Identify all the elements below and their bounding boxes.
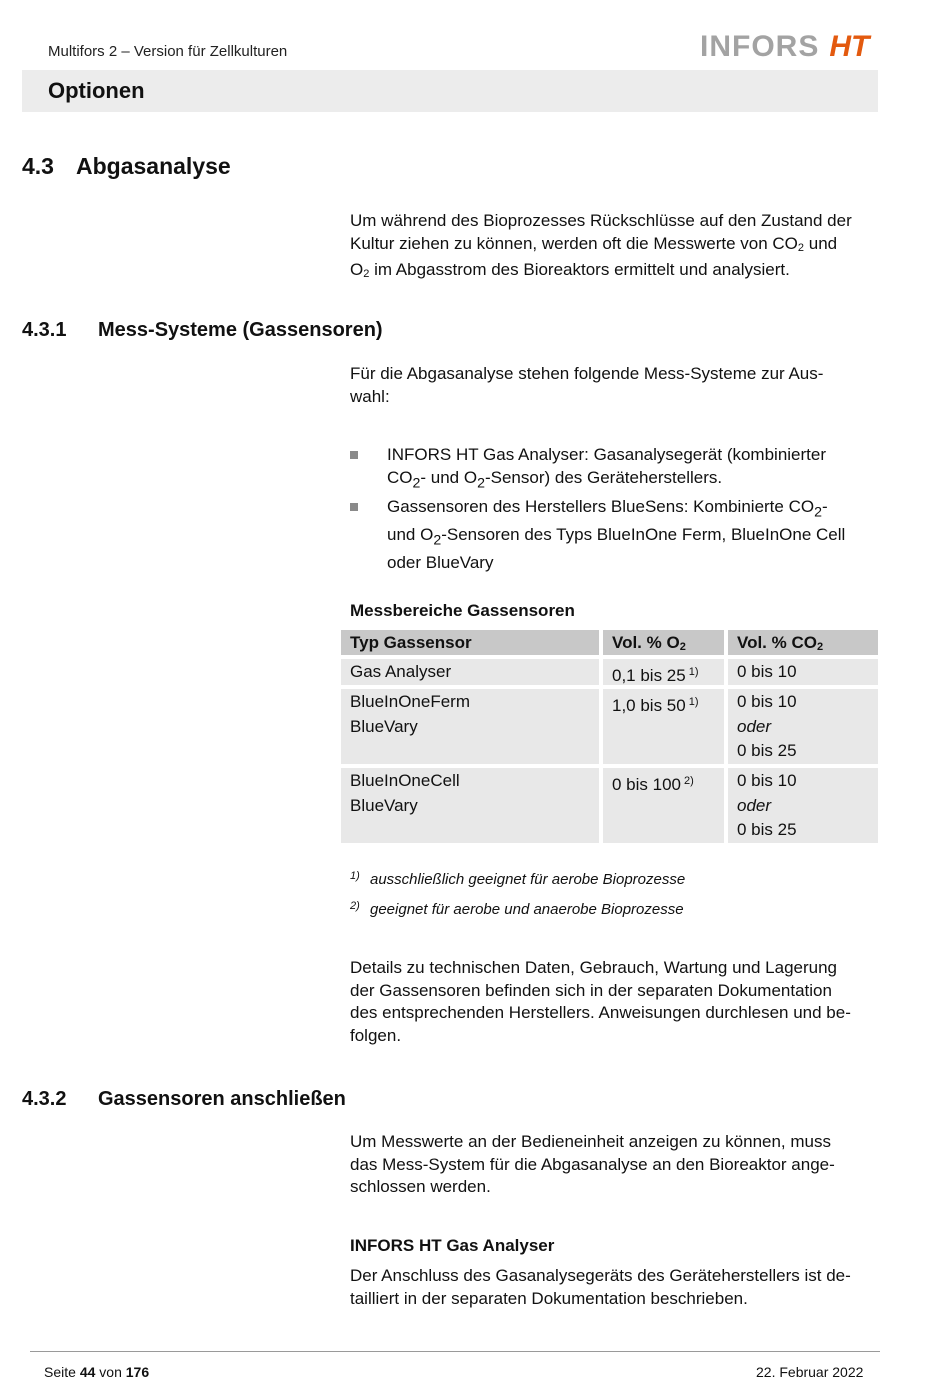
- text-line: Details zu technischen Daten, Gebrauch, Wartung und Lagerung: [350, 958, 837, 977]
- text-line: Um während des Bioprozesses Rückschlüsse auf den Zustand der: [350, 211, 852, 230]
- footer-date: 22. Februar 2022: [756, 1364, 864, 1380]
- heading-4-3-2: [22, 1088, 346, 1111]
- table-header-type: Typ Gassensor: [341, 630, 599, 655]
- paragraph-gas-analyser: [350, 1265, 880, 1310]
- heading-title: Abgasanalyse: [76, 153, 231, 179]
- heading-title: Gassensoren anschließen: [98, 1088, 346, 1110]
- paragraph-abgasanalyse-intro: [350, 210, 880, 286]
- paragraph-mess-systeme-intro: [350, 363, 880, 408]
- table-cell-o2: 0 bis 100 $^{2)}$: [603, 768, 724, 843]
- bullet-square-icon: [350, 451, 358, 459]
- table-header-co2: Vol. % $CO_2$: [728, 630, 878, 655]
- logo-word-ht: HT: [829, 30, 870, 63]
- text-line: Um Messwerte an der Bedieneinheit anzeigen zu können, muss: [350, 1132, 831, 1151]
- table-title: Messbereiche Gassensoren: [350, 601, 575, 620]
- footnote: 1) ausschließlich geeignet für aerobe Bioprozesse: [350, 870, 686, 888]
- text-line: und $O_2$-Sensoren des Typs BlueInOne Ferm, BlueInOne Cell: [387, 524, 846, 549]
- text-line: wahl:: [350, 386, 390, 406]
- text-line: Kultur ziehen zu können, werden oft die Messwerte von $CO_2$ und: [350, 233, 838, 254]
- table-cell-o2: 0,1 bis 25 $^{1)}$: [603, 659, 724, 685]
- footnote: 2) geeignet für aerobe und anaerobe Bioprozesse: [350, 900, 684, 918]
- table-cell-type: BlueInOneCell BlueVary: [341, 768, 599, 843]
- document-subtitle: Multifors 2 – Version für Zellkulturen: [48, 43, 288, 60]
- heading-4-3-1: [22, 319, 383, 342]
- text-line: der Gassensoren befinden sich in der separaten Dokumentation: [350, 980, 832, 1000]
- table-cell-co2: 0 bis 10 oder 0 bis 25: [728, 689, 878, 764]
- list-item: [350, 496, 880, 574]
- paragraph-details: [350, 957, 880, 1047]
- text-line: $O_2$ im Abgasstrom des Bioreaktors ermittelt und analysiert.: [350, 260, 790, 280]
- heading-number: 4.3: [22, 153, 54, 179]
- heading-4-3: [22, 153, 231, 180]
- infors-ht-logo: [700, 30, 869, 64]
- bullet-square-icon: [350, 503, 358, 511]
- logo-word-infors: INFORS: [700, 30, 820, 63]
- heading-title: Mess-Systeme (Gassensoren): [98, 319, 383, 341]
- paragraph-anschliessen: [350, 1131, 880, 1199]
- section-title: Optionen: [48, 78, 145, 103]
- footer-divider: [30, 1351, 880, 1352]
- page-number: Seite 44 von 176: [44, 1364, 150, 1380]
- text-line: folgen.: [350, 1025, 402, 1045]
- list-item: [350, 444, 880, 494]
- text-line: oder BlueVary: [387, 552, 494, 572]
- table-cell-o2: 1,0 bis 50 $^{1)}$: [603, 689, 724, 764]
- text-line: des entsprechenden Herstellers. Anweisungen durchlesen und be-: [350, 1003, 851, 1022]
- text-line: $CO_2-$ und $O_2-Sensor$) des Geräteherstellers.: [387, 467, 723, 491]
- text-line: Für die Abgasanalyse stehen folgende Mess-Systeme zur Aus-: [350, 364, 824, 383]
- text-line: INFORS HT Gas Analyser: Gasanalysegerät (kombinierter: [387, 445, 827, 464]
- table-header-o2: Vol. % $O_2$: [603, 630, 724, 655]
- section-header-band: [22, 70, 878, 112]
- text-line: Gassensoren des Herstellers BlueSens: Kombinierte $CO_2-$: [387, 497, 828, 521]
- text-line: das Mess-System für die Abgasanalyse an den Bioreaktor ange-: [350, 1154, 835, 1174]
- text-line: tailliert in der separaten Dokumentation beschrieben.: [350, 1288, 748, 1308]
- text-line: Der Anschluss des Gasanalysegeräts des Geräteherstellers ist de-: [350, 1266, 851, 1285]
- subheading-gas-analyser: INFORS HT Gas Analyser: [350, 1236, 555, 1255]
- table-cell-co2: 0 bis 10: [728, 659, 878, 685]
- table-cell-co2: 0 bis 10 oder 0 bis 25: [728, 768, 878, 843]
- heading-number: 4.3.2: [22, 1088, 67, 1110]
- heading-number: 4.3.1: [22, 319, 67, 341]
- table-cell-type: BlueInOneFerm BlueVary: [341, 689, 599, 764]
- text-line: schlossen werden.: [350, 1177, 491, 1196]
- table-cell-type: Gas Analyser: [341, 659, 599, 685]
